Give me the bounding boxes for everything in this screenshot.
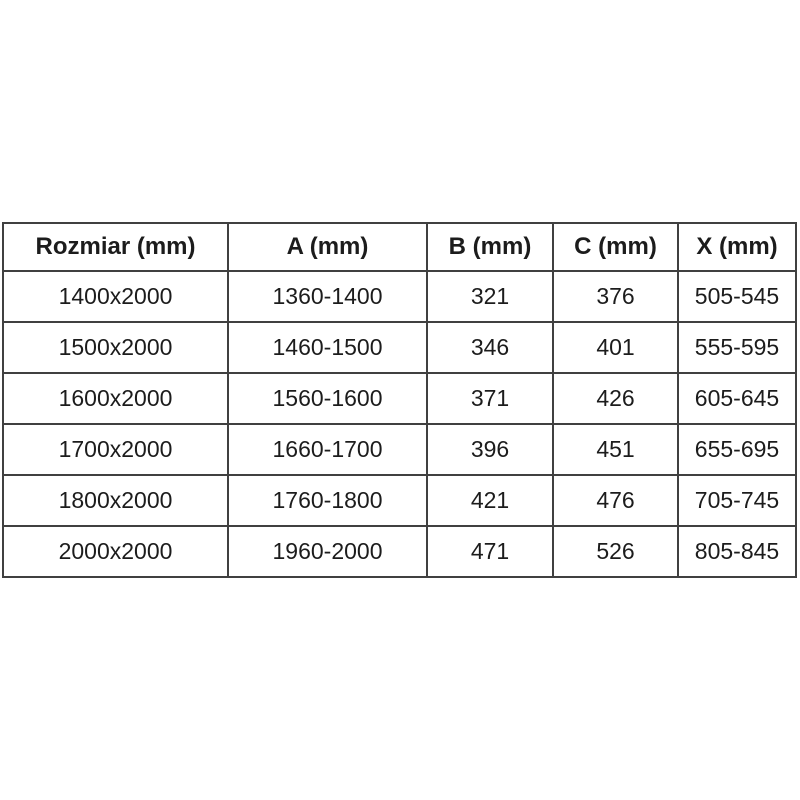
cell-c: 451 — [553, 424, 678, 475]
table-row — [3, 424, 796, 475]
header-c: C (mm) — [553, 223, 678, 271]
table-row — [3, 373, 796, 424]
cell-x: 805-845 — [678, 526, 796, 577]
cell-a: 1760-1800 — [228, 475, 427, 526]
cell-size: 1500x2000 — [3, 322, 228, 373]
cell-c: 376 — [553, 271, 678, 322]
cell-c: 401 — [553, 322, 678, 373]
cell-x: 705-745 — [678, 475, 796, 526]
cell-c: 526 — [553, 526, 678, 577]
cell-b: 371 — [427, 373, 553, 424]
cell-size: 1600x2000 — [3, 373, 228, 424]
cell-a: 1560-1600 — [228, 373, 427, 424]
cell-x: 555-595 — [678, 322, 796, 373]
cell-a: 1960-2000 — [228, 526, 427, 577]
header-b: B (mm) — [427, 223, 553, 271]
cell-x: 505-545 — [678, 271, 796, 322]
cell-size: 1400x2000 — [3, 271, 228, 322]
cell-a: 1660-1700 — [228, 424, 427, 475]
cell-b: 471 — [427, 526, 553, 577]
cell-c: 426 — [553, 373, 678, 424]
table-row — [3, 271, 796, 322]
cell-b: 421 — [427, 475, 553, 526]
cell-a: 1360-1400 — [228, 271, 427, 322]
table-row — [3, 526, 796, 577]
cell-c: 476 — [553, 475, 678, 526]
header-x: X (mm) — [678, 223, 796, 271]
cell-size: 1800x2000 — [3, 475, 228, 526]
table-row — [3, 475, 796, 526]
cell-size: 1700x2000 — [3, 424, 228, 475]
dimensions-table — [2, 222, 797, 578]
cell-a: 1460-1500 — [228, 322, 427, 373]
cell-b: 396 — [427, 424, 553, 475]
cell-b: 321 — [427, 271, 553, 322]
cell-b: 346 — [427, 322, 553, 373]
cell-x: 605-645 — [678, 373, 796, 424]
header-rozmiar: Rozmiar (mm) — [3, 223, 228, 271]
cell-x: 655-695 — [678, 424, 796, 475]
table-row — [3, 322, 796, 373]
header-row — [3, 223, 796, 271]
header-a: A (mm) — [228, 223, 427, 271]
cell-size: 2000x2000 — [3, 526, 228, 577]
